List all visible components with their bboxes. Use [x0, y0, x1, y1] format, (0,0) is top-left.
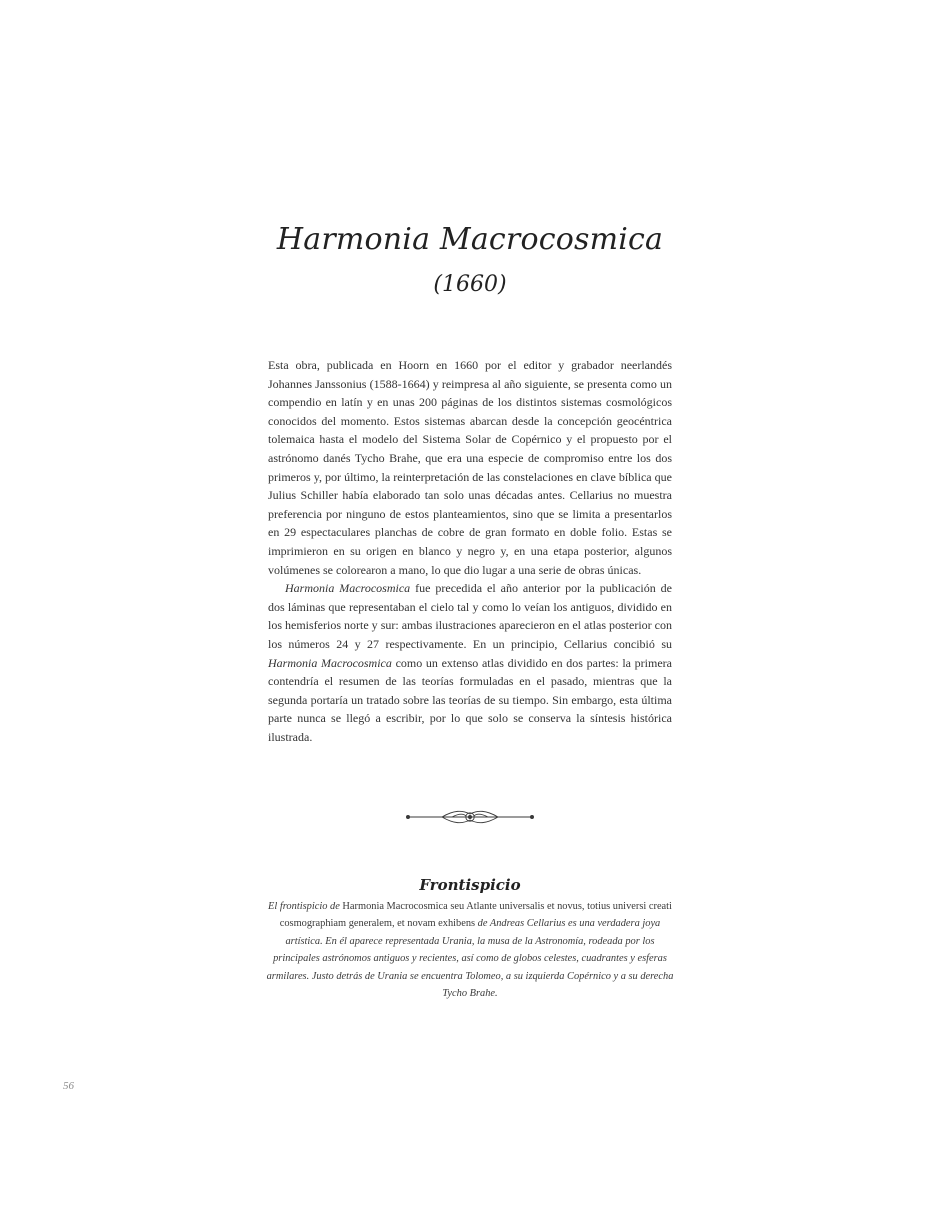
page-number: 56: [63, 1080, 74, 1092]
paragraph-2-text-a: fue precedida el año anterior por la publicación de dos láminas que representaban el cielo tal y como lo veían los antiguos, dividido en los hemisferios norte y sur: ambas ilustraciones aparecieron en el atlas posterior con los números 24 y 27 respectivamente. En un principio, Cellarius concibió su: [268, 581, 672, 651]
caption-book-title: Harmonia Macrocosmica seu Atlante universalis et novus, totius universi creati cosmographiam generalem, et novam exhibens: [279, 901, 672, 930]
page-title: Harmonia Macrocosmica: [276, 222, 664, 257]
book-title-italic: Harmonia Macrocosmica: [268, 655, 392, 670]
body-paragraph-1: Esta obra, publicada en Hoorn en 1660 por el editor y grabador neerlandés Johannes Janssonius (1588-1664) y reimpresa al año siguiente, se presenta como un compendio en latín y en unas 200 páginas de los distintos sistemas cosmológicos conocidos del momento. Estos sistemas abarcan desde la concepción geocéntrica tolemaica hasta el modelo del Sistema Solar de Copérnico y el propuesto por el astrónomo danés Tycho Brahe, que era una especie de compromiso entre los dos primeros y, por último, la reinterpretación de las constelaciones en clave bíblica que Julius Schiller había elaborado tan solo unas décadas antes. Cellarius no muestra preferencia por ninguno de estos planteamientos, sino que se limita a presentarlos en 29 espectaculares planchas de cobre de gran formato en doble folio. Estas se imprimieron en su origen en blanco y negro y, en una etapa posterior, algunos volúmenes se colorearon a mano, lo que dio lugar a una serie de obras únicas.: [268, 358, 672, 577]
body-paragraph-2: [268, 579, 672, 746]
decorative-flourish-icon: [402, 806, 538, 828]
caption-italic-a: El frontispicio de: [268, 901, 340, 912]
caption-heading: Frontispicio: [419, 876, 521, 894]
paragraph-2-text-b: como un extenso atlas dividido en dos partes: la primera contendría el resumen de las teorías formuladas en el pasado, mientras que la segunda portaría un tratado sobre las teorías de su tiempo. Sin embargo, esta última parte nunca se llegó a escribir, por lo que solo se conserva la síntesis histórica ilustrada.: [268, 655, 672, 744]
body-text: [268, 356, 672, 746]
page-subtitle-year: (1660): [433, 272, 507, 297]
caption-text: [262, 898, 678, 1002]
caption-italic-b: de Andreas Cellarius es una verdadera joya artística. En él aparece representada Urania, la musa de la Astronomía, rodeada por los principales astrónomos antiguos y recientes, así como de globos celestes, cuadrantes y esferas armilares. Justo detrás de Urania se encuentra Tolomeo, a su izquierda Copérnico y a su derecha Tycho Brahe.: [266, 918, 674, 1000]
book-title-italic: Harmonia Macrocosmica: [285, 581, 411, 596]
